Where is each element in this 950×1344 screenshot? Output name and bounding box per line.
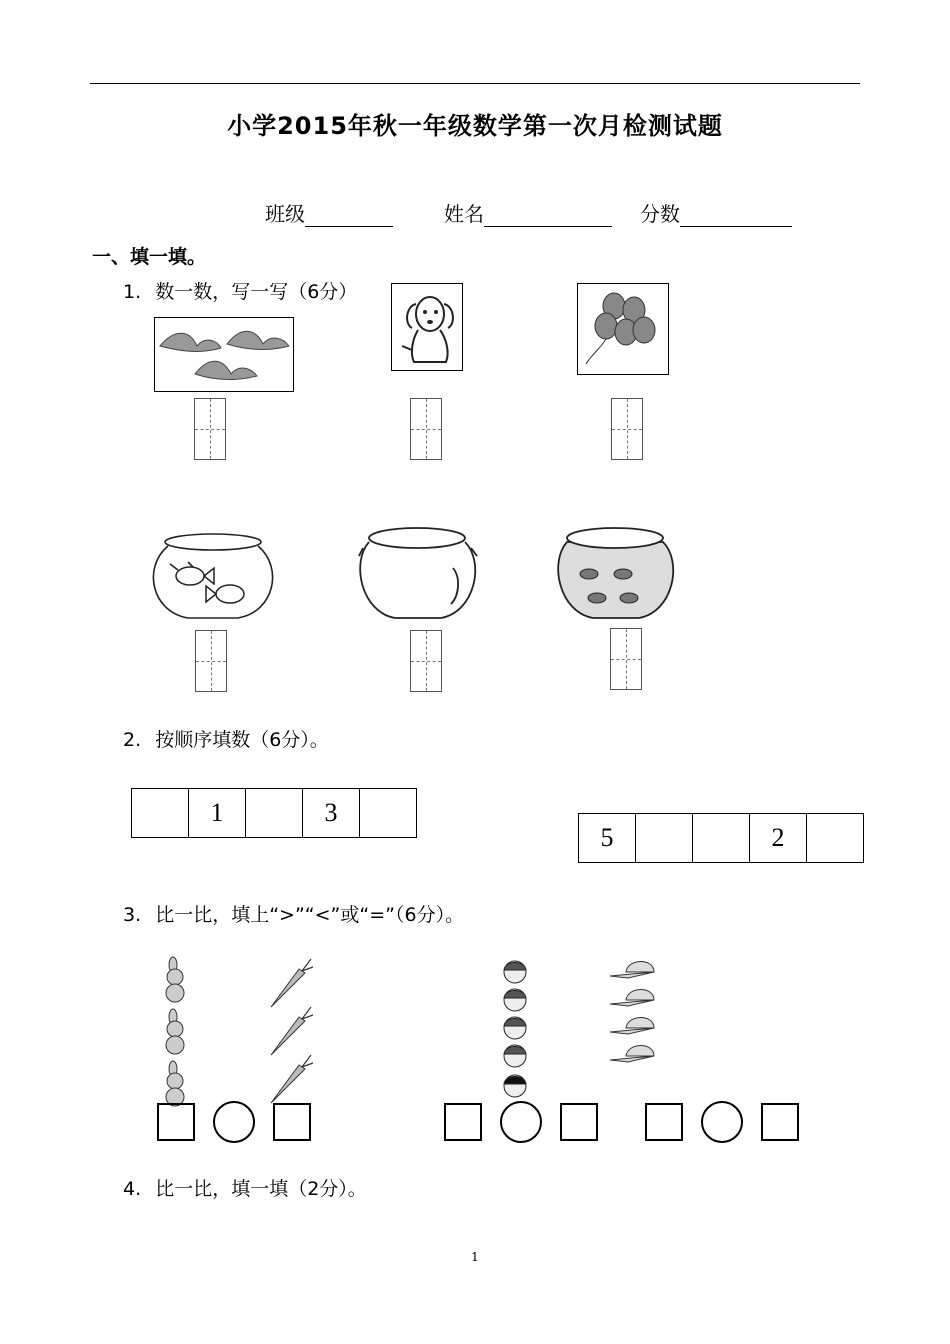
seq-right-cell: 2 [750,814,807,863]
question-1-number: 1. [123,281,142,303]
page-number: 1 [471,1250,479,1264]
answer-cell-empty-pot[interactable] [410,630,442,692]
question-3-number: 3. [123,904,142,926]
question-3 [123,900,464,927]
rabbit-icon [166,1061,184,1106]
cap-group [608,958,658,1073]
cap-icon [610,1046,654,1063]
seq-left-cell: 3 [303,789,360,838]
boy-head-icon [504,1075,526,1097]
carrot-group [265,955,315,1105]
cap-icon [610,962,654,979]
pot-four-fish-icon [553,522,678,622]
seq-right-cell[interactable] [636,814,693,863]
question-3-text: 比一比，填上“>”“<”或“=”（6分）。 [155,904,465,926]
answer-cell-balloons[interactable] [611,398,643,460]
compare-box[interactable] [761,1103,799,1141]
page-title: 小学2015年秋一年级数学第一次月检测试题 [227,112,723,140]
compare-circle[interactable] [701,1101,743,1143]
question-4-number: 4. [123,1178,142,1200]
seq-left-cell[interactable] [132,789,189,838]
question-2 [123,725,329,752]
question-1-text: 数一数，写一写（6分） [155,281,358,303]
sequence-table-right [578,813,864,863]
rabbit-icon [166,957,184,1002]
name-field [444,198,612,227]
empty-pot-icon [355,522,480,622]
carrot-icon [271,969,305,1007]
class-label: 班级 [265,202,305,226]
score-label: 分数 [640,202,680,226]
boy-head-group [497,960,537,1105]
answer-cell-fishbowl[interactable] [195,630,227,692]
question-2-text: 按顺序填数（6分）。 [155,729,329,751]
compare-box[interactable] [444,1103,482,1141]
question-4-text: 比一比，填一填（2分）。 [155,1178,367,1200]
balloons-picture-icon [577,283,669,375]
compare-box[interactable] [645,1103,683,1141]
cap-icon [610,1018,654,1035]
class-blank[interactable] [305,206,393,227]
question-1 [123,277,357,304]
compare-circle[interactable] [500,1101,542,1143]
seq-right-cell: 5 [579,814,636,863]
name-blank[interactable] [484,206,612,227]
class-field [265,198,393,227]
question-4 [123,1174,367,1201]
dog-picture-icon [391,283,463,371]
boy-head-icon [504,1045,526,1067]
compare-box[interactable] [157,1103,195,1141]
compare-box[interactable] [273,1103,311,1141]
seq-right-cell[interactable] [693,814,750,863]
rabbit-icon [166,1009,184,1054]
answer-cell-fish-pot[interactable] [610,628,642,690]
cap-icon [610,990,654,1007]
fishbowl-two-fish-icon [148,528,278,623]
score-blank[interactable] [680,206,792,227]
top-rule [90,83,860,84]
carrot-icon [271,1017,305,1055]
seq-right-cell[interactable] [807,814,864,863]
birds-picture-icon [154,317,294,392]
rabbit-group [155,955,195,1115]
compare-box[interactable] [560,1103,598,1141]
question-2-number: 2. [123,729,142,751]
answer-cell-birds[interactable] [194,398,226,460]
carrot-icon [271,1065,305,1103]
boy-head-icon [504,1017,526,1039]
name-label: 姓名 [444,202,484,226]
seq-left-cell[interactable] [360,789,417,838]
boy-head-icon [504,961,526,983]
answer-cell-dog[interactable] [410,398,442,460]
score-field [640,198,792,227]
compare-circle[interactable] [213,1101,255,1143]
sequence-table-left [131,788,417,838]
section-heading: 一、填一填。 [92,246,207,268]
seq-left-cell[interactable] [246,789,303,838]
seq-left-cell: 1 [189,789,246,838]
boy-head-icon [504,989,526,1011]
